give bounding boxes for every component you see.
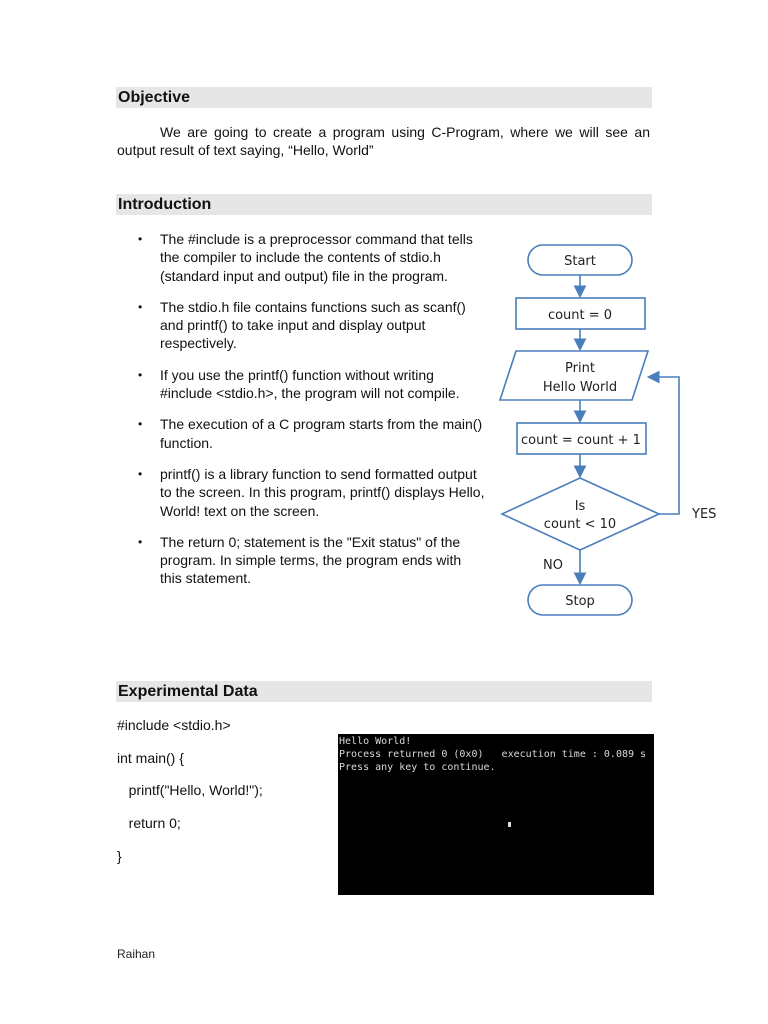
objective-heading: Objective bbox=[118, 89, 191, 106]
list-item: • If you use the printf() function without writing #include <stdio.h>, the program will not compile. bbox=[138, 366, 460, 402]
code-line: int main() { bbox=[117, 750, 184, 766]
introduction-bullet-list bbox=[133, 230, 485, 601]
bullet-icon: • bbox=[138, 367, 143, 382]
list-item: • printf() is a library function to send formatted output to the screen. In this program, printf() displays Hello, World! text on the screen. bbox=[138, 465, 485, 519]
flowchart-no-label: NO bbox=[543, 558, 563, 573]
code-line: printf("Hello, World!"); bbox=[117, 782, 263, 798]
mouse-cursor-icon bbox=[508, 822, 511, 827]
flowchart bbox=[490, 235, 730, 625]
flowchart-print-label-line2: Hello World bbox=[542, 380, 618, 395]
flowchart-print-label-line1: Print bbox=[565, 361, 595, 376]
experimental-heading-bar bbox=[116, 681, 652, 702]
flowchart-decision-label-line2: count < 10 bbox=[543, 517, 617, 532]
code-line: } bbox=[117, 848, 122, 864]
flowchart-start-label: Start bbox=[564, 254, 596, 269]
flowchart-decision-label-line1: Is bbox=[574, 499, 586, 514]
flowchart-yes-label: YES bbox=[692, 507, 717, 522]
console-line: Process returned 0 (0x0) execution time : 0.089 s bbox=[339, 749, 647, 760]
footer-author: Raihan bbox=[117, 947, 156, 961]
console-line: Hello World! bbox=[339, 736, 412, 747]
list-item: • The execution of a C program starts from the main() function. bbox=[138, 416, 483, 451]
experimental-heading: Experimental Data bbox=[118, 683, 258, 700]
introduction-heading-bar bbox=[116, 194, 652, 215]
bullet-icon: • bbox=[138, 466, 143, 481]
bullet-icon: • bbox=[138, 417, 143, 432]
flowchart-decision-node bbox=[502, 478, 659, 550]
bullet-icon: • bbox=[138, 232, 143, 246]
console-output-screenshot bbox=[338, 734, 654, 895]
list-item: • The stdio.h file contains functions such as scanf() and printf() to take input and display output respectively. bbox=[138, 298, 466, 352]
flowchart-increment-label: count = count + 1 bbox=[521, 433, 641, 448]
list-item: • The #include is a preprocessor command that tells the compiler to include the contents of stdio.h (standard input and output) file in the program. bbox=[138, 231, 473, 284]
code-line: #include <stdio.h> bbox=[117, 717, 231, 733]
console-line: Press any key to continue. bbox=[339, 762, 496, 773]
bullet-icon: • bbox=[138, 534, 143, 549]
code-line: return 0; bbox=[117, 815, 181, 831]
objective-heading-bar bbox=[116, 87, 652, 108]
introduction-heading: Introduction bbox=[118, 196, 212, 213]
bullet-icon: • bbox=[138, 299, 143, 314]
list-item: • The return 0; statement is the "Exit status" of the program. In simple terms, the program ends with this statement. bbox=[138, 533, 462, 587]
objective-text: We are going to create a program using C-Program, where we will see an output result of text saying, “Hello, World” bbox=[117, 124, 650, 158]
flowchart-init-label: count = 0 bbox=[547, 308, 613, 323]
flowchart-stop-label: Stop bbox=[565, 594, 595, 609]
